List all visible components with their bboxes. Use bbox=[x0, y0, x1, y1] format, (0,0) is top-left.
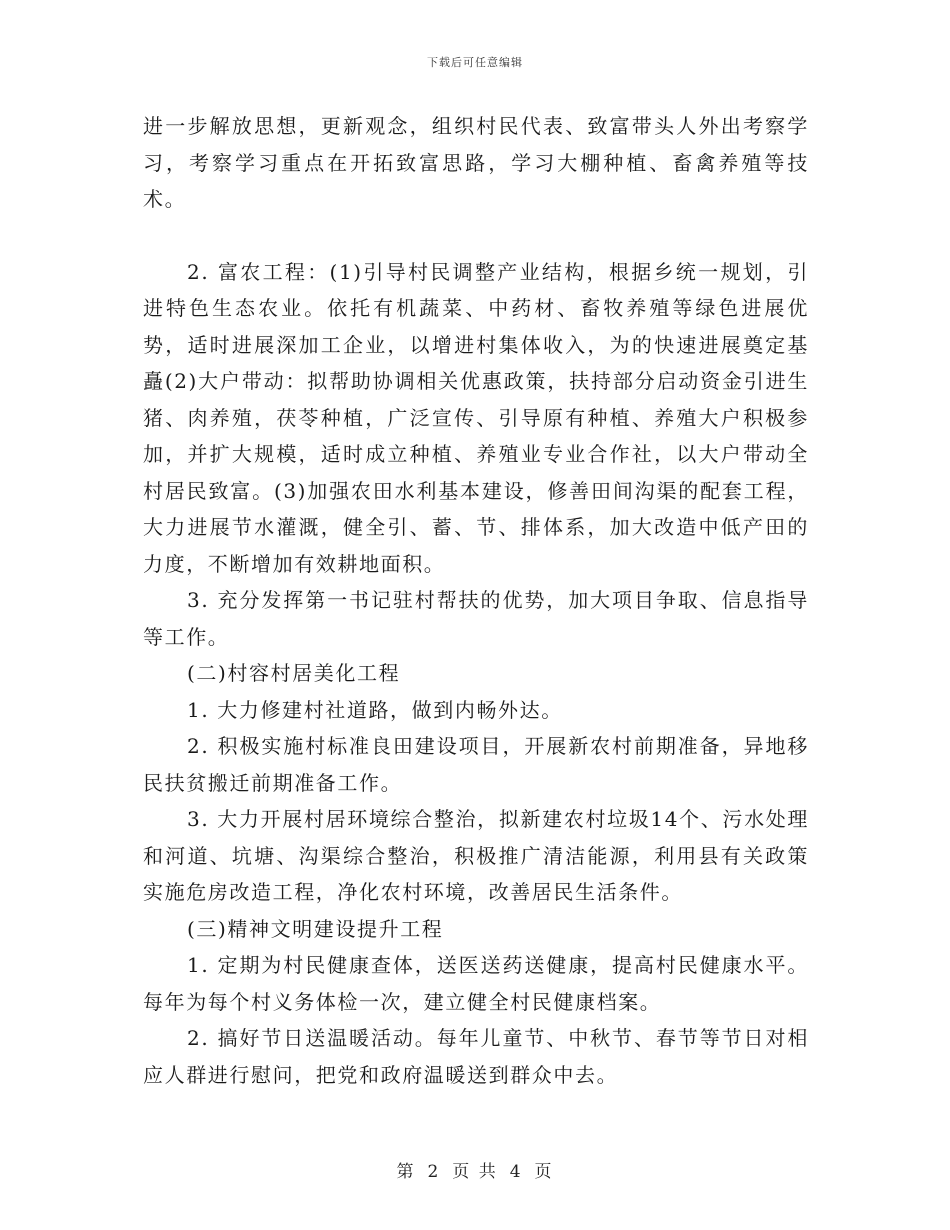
paragraph-roads: 1. 大力修建村社道路，做到内畅外达。 bbox=[187, 697, 563, 722]
footer-suffix: 页 bbox=[534, 1162, 554, 1182]
footer-middle: 页 共 bbox=[452, 1162, 498, 1182]
paragraph-first-secretary: 3. 充分发挥第一书记驻村帮扶的优势，加大项目争取、信息指导等工作。 bbox=[143, 588, 809, 649]
paragraph-rich-farmer-project: 2. 富农工程：(1)引导村民调整产业结构，根据乡统一规划，引进特色生态农业。依托有机蔬菜、中药材、畜牧养殖等绿色进展优势，适时进展深加工企业，以增进村集体收入，为的快速进展奠定基矗(2)大户带动：拟帮助协调相关优惠政策，扶持部分启动资金引进生猪、肉养殖，茯苓种植，广泛宣传、引导原有种植、养殖大户积极参加，并扩大规模，适时成立种植、养殖业专业合作社，以大户带动全村居民致富。(3)加强农田水利基本建设，修善田间沟渠的配套工程，大力进展节水灌溉，健全引、蓄、节、排体系，加大改造中低产田的力度，不断增加有效耕地面积。 bbox=[143, 259, 809, 576]
paragraph-continuation: 进一步解放思想，更新观念，组织村民代表、致富带头人外出考察学习，考察学习重点在开拓致富思路，学习大棚种植、畜禽养殖等技术。 bbox=[143, 114, 809, 211]
page-number-total: 4 bbox=[509, 1162, 523, 1182]
paragraph-environment: 3. 大力开展村居环境综合整治，拟新建农村垃圾14个、污水处理和河道、坑塘、沟渠综合整治，积极推广清洁能源，利用县有关政策实施危房改造工程，净化农村环境，改善居民生活条件。 bbox=[143, 807, 809, 904]
paragraph-health-checkup: 1. 定期为村民健康查体，送医送药送健康，提高村民健康水平。每年为每个村义务体检一次，建立健全村民健康档案。 bbox=[143, 953, 809, 1014]
page-number-current: 2 bbox=[427, 1162, 441, 1182]
page-footer bbox=[0, 1157, 950, 1182]
section-heading-village-beautification: (二)村容村居美化工程 bbox=[187, 661, 401, 685]
paragraph-farmland: 2. 积极实施村标准良田建设项目，开展新农村前期准备，异地移民扶贫搬迁前期准备工作。 bbox=[143, 734, 809, 795]
section-heading-spiritual-civilization: (三)精神文明建设提升工程 bbox=[187, 916, 444, 941]
paragraph-holiday-care: 2. 搞好节日送温暖活动。每年儿童节、中秋节、春节等节日对相应人群进行慰问，把党和政府温暖送到群众中去。 bbox=[143, 1026, 809, 1087]
page-header: 下载后可任意编辑 bbox=[427, 56, 523, 69]
document-body bbox=[143, 108, 809, 1093]
footer-prefix: 第 bbox=[396, 1162, 416, 1182]
